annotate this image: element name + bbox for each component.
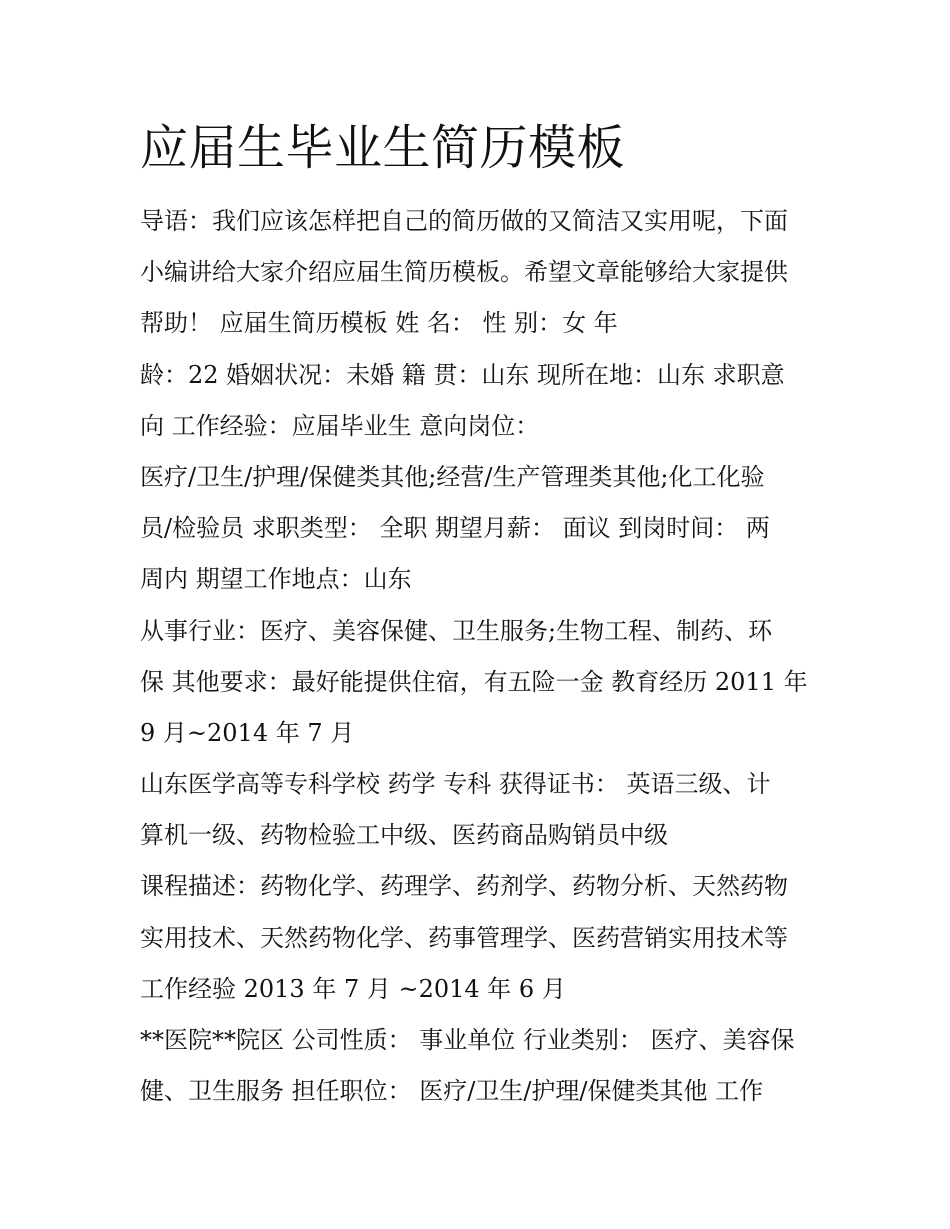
- body-line: 工作经验 2013 年 7 月 ~2014 年 6 月: [140, 974, 566, 1003]
- body-line: 员/检验员 求职类型： 全职 期望月薪： 面议 到岗时间： 两: [140, 514, 770, 543]
- body-line: 小编讲给大家介绍应届生简历模板。希望文章能够给大家提供: [140, 258, 788, 287]
- body-line: 健、卫生服务 担任职位： 医疗/卫生/护理/保健类其他 工作: [140, 1077, 764, 1106]
- body-line: 课程描述：药物化学、药理学、药剂学、药物分析、天然药物: [140, 872, 788, 901]
- document-title: 应届生毕业生简历模板: [140, 120, 626, 176]
- body-line: 保 其他要求：最好能提供住宿，有五险一金 教育经历 2011 年: [140, 667, 808, 696]
- document-body: [140, 196, 820, 1117]
- body-line: 向 工作经验：应届毕业生 意向岗位：: [140, 411, 540, 440]
- body-line: 周内 期望工作地点：山东: [140, 565, 412, 594]
- body-line: 实用技术、天然药物化学、药事管理学、医药营销实用技术等: [140, 923, 788, 952]
- body-line: 从事行业：医疗、美容保健、卫生服务;生物工程、制药、环: [140, 616, 773, 645]
- body-line: 导语：我们应该怎样把自己的简历做的又简洁又实用呢，下面: [140, 207, 788, 235]
- body-line: 医疗/卫生/护理/保健类其他;经营/生产管理类其他;化工化验: [140, 462, 765, 491]
- body-line: 算机一级、药物检验工中级、医药商品购销员中级: [140, 821, 668, 850]
- body-line: 帮助！ 应届生简历模板 姓 名： 性 别：女 年: [140, 309, 618, 338]
- body-line: 山东医学高等专科学校 药学 专科 获得证书： 英语三级、计: [140, 770, 771, 799]
- body-line: **医院**院区 公司性质： 事业单位 行业类别： 医疗、美容保: [140, 1026, 795, 1054]
- body-line: 龄：22 婚姻状况：未婚 籍 贯：山东 现所在地：山东 求职意: [140, 360, 785, 389]
- body-line: 9 月~2014 年 7 月: [140, 718, 355, 747]
